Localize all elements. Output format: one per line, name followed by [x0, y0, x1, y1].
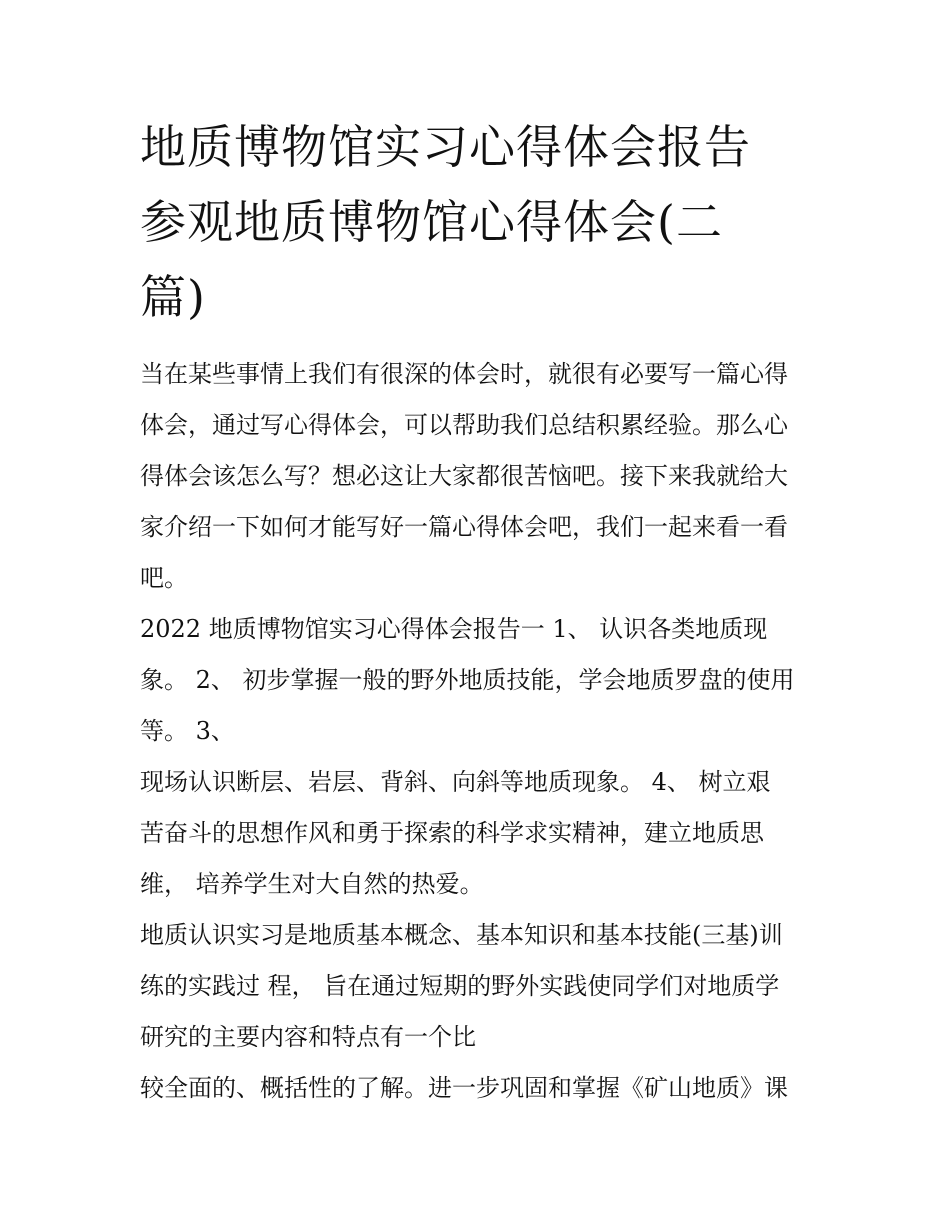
text-line: 地质认识实习是地质基本概念、基本知识和基本技能(三基)训 [140, 921, 783, 949]
text-line: 维， 培养学生对大自然的热爱。 [140, 870, 484, 898]
text-line: 现场认识断层、岩层、背斜、向斜等地质现象。 4、 树立艰 [140, 768, 771, 796]
report-objectives-paragraph [140, 604, 820, 757]
document-title [140, 110, 820, 335]
internship-description-paragraph [140, 910, 820, 1063]
text-line: 练的实践过 程， 旨在通过短期的野外实践使同学们对地质学 [140, 972, 780, 1000]
title-line-2: 参观地质博物馆心得体会(二 [140, 195, 723, 249]
text-line: 家介绍一下如何才能写好一篇心得体会吧，我们一起来看一看 [140, 513, 788, 541]
objectives-continued-paragraph [140, 757, 820, 910]
summary-paragraph [140, 1063, 820, 1114]
title-line-1: 地质博物馆实习心得体会报告 [140, 120, 751, 174]
text-line: 2022 地质博物馆实习心得体会报告一 1、 认识各类地质现 [140, 615, 768, 643]
intro-paragraph [140, 349, 820, 604]
text-line: 得体会该怎么写？想必这让大家都很苦恼吧。接下来我就给大 [140, 462, 788, 490]
text-line: 吧。 [140, 564, 188, 592]
title-line-3: 篇) [140, 270, 206, 324]
text-line: 苦奋斗的思想作风和勇于探索的科学求实精神，建立地质思 [140, 819, 764, 847]
text-line: 研究的主要内容和特点有一个比 [140, 1023, 476, 1051]
text-line: 象。 2、 初步掌握一般的野外地质技能，学会地质罗盘的使用 [140, 666, 795, 694]
document-page [140, 110, 820, 1114]
text-line: 体会，通过写心得体会，可以帮助我们总结积累经验。那么心 [140, 411, 788, 439]
text-line: 当在某些事情上我们有很深的体会时，就很有必要写一篇心得 [140, 360, 788, 388]
text-line: 等。 3、 [140, 717, 235, 745]
text-line: 较全面的、概括性的了解。进一步巩固和掌握《矿山地质》课 [140, 1074, 788, 1102]
